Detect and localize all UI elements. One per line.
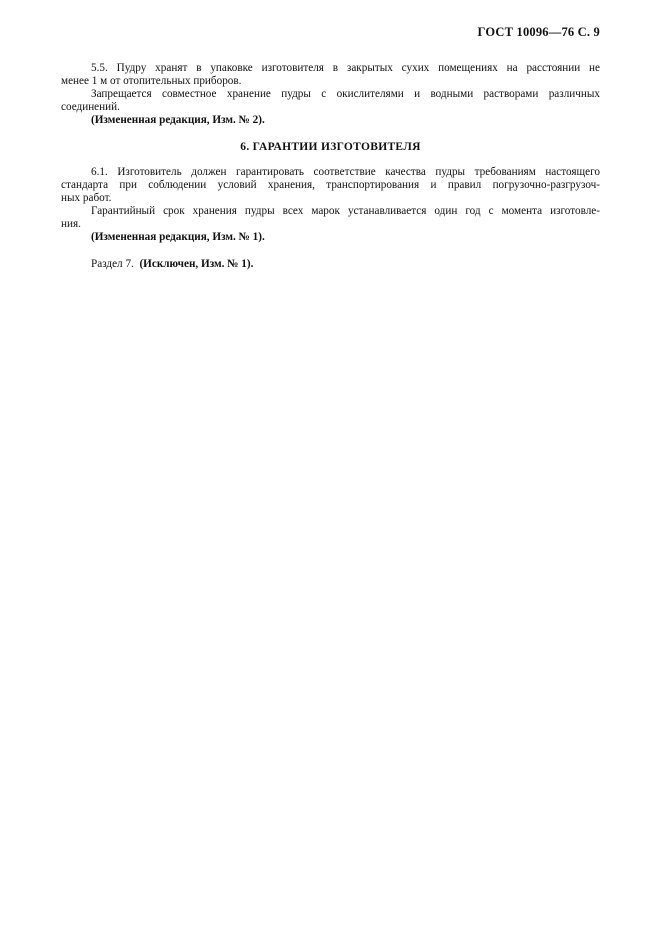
paragraph-5-5-second-line: менее 1 м от отопительных приборов. [61,75,242,87]
paragraph-forbid-second-line: соединений. [61,101,120,113]
section-7-status: (Исключен, Изм. № 1). [139,258,254,270]
paragraph-6-1-line-2: стандарта при соблюдении условий хранения, транспортирования и правил погрузочно-разгрузоч- [61,179,600,191]
amendment-note-2: (Измененная редакция, Изм. № 2). [91,114,265,126]
section-7-line [91,258,253,271]
paragraph-6-1-line-1: 6.1. Изготовитель должен гарантировать соответствие качества пудры требованиям настоящего [91,166,600,178]
running-head: ГОСТ 10096—76 С. 9 [477,25,600,39]
paragraph-5-5-first-line: 5.5. Пудру хранят в упаковке изготовителя в закрытых сухих помещениях на расстоянии не [91,62,600,74]
section-7-label: Раздел 7. [91,258,134,270]
paragraph-6-1-line-3: ных работ. [61,192,112,204]
paragraph-forbid-first-line: Запрещается совместное хранение пудры с окислителями и водными растворами различных [91,88,600,100]
section-6-title: 6. ГАРАНТИИ ИЗГОТОВИТЕЛЯ [240,141,421,153]
paragraph-warranty-line-2: ния. [61,218,81,230]
amendment-note-1: (Измененная редакция, Изм. № 1). [91,231,265,243]
paragraph-warranty-line-1: Гарантийный срок хранения пудры всех марок устанавливается один год с момента изготовле- [91,205,600,217]
